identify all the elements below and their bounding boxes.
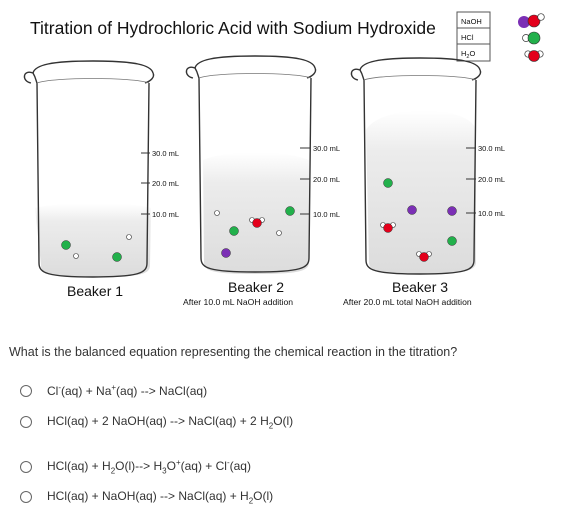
svg-text:10.0 mL: 10.0 mL: [152, 210, 180, 219]
figure-title: Titration of Hydrochloric Acid with Sodium Hydroxide: [30, 18, 436, 38]
svg-text:20.0 mL: 20.0 mL: [152, 179, 180, 188]
hcl-molecule-icon: [523, 32, 541, 44]
answer-option-2[interactable]: HCl(aq) + 2 NaOH(aq) --> NaCl(aq) + 2 $H_2O(l)$: [20, 414, 293, 430]
svg-text:10.0 mL: 10.0 mL: [313, 210, 341, 219]
svg-text:30.0 mL: 30.0 mL: [313, 144, 341, 153]
hydronium-hydrogen: [127, 235, 132, 240]
legend-water-label: $H_2O$: [461, 49, 476, 60]
svg-text:20.0 mL: 20.0 mL: [313, 175, 341, 184]
beaker-1: [24, 61, 179, 299]
legend: [457, 12, 544, 62]
answer-option-3[interactable]: $HCl(aq) + H_2O(l)--> H_3O^+(aq) + Cl^-(aq)$: [20, 458, 251, 475]
hydronium-hydrogen: [74, 254, 79, 259]
beaker-2-subtitle: After 10.0 mL NaOH addition: [183, 297, 294, 307]
svg-text:30.0 mL: 30.0 mL: [478, 144, 506, 153]
legend-hcl-label: HCl: [461, 33, 474, 42]
naoh-molecule-icon: [518, 14, 544, 28]
beaker-1-name: Beaker 1: [67, 283, 124, 299]
beaker-2: [183, 56, 340, 307]
legend-naoh-label: NaOH: [461, 17, 482, 26]
svg-text:10.0 mL: 10.0 mL: [478, 209, 506, 218]
radio-button[interactable]: [20, 461, 32, 473]
beaker-3: [343, 58, 505, 307]
radio-button[interactable]: [20, 416, 32, 428]
svg-text:20.0 mL: 20.0 mL: [478, 175, 506, 184]
beaker-2-name: Beaker 2: [228, 279, 285, 295]
svg-text:30.0 mL: 30.0 mL: [152, 149, 180, 158]
radio-button[interactable]: [20, 491, 32, 503]
answer-option-1[interactable]: Cl-(aq) + Na+(aq) --> NaCl(aq): [20, 383, 207, 398]
answer-option-4[interactable]: HCl(aq) + NaOH(aq) --> NaCl(aq) + $H_2O(l)$: [20, 489, 273, 505]
chloride-ion: [113, 253, 122, 262]
radio-button[interactable]: [20, 385, 32, 397]
chloride-ion: [62, 241, 71, 250]
water-molecule-icon: [525, 51, 543, 62]
beaker-3-subtitle: After 20.0 mL total NaOH addition: [343, 297, 472, 307]
beaker-3-name: Beaker 3: [392, 279, 449, 295]
question-text: What is the balanced equation representing the chemical reaction in the titration?: [9, 345, 458, 359]
